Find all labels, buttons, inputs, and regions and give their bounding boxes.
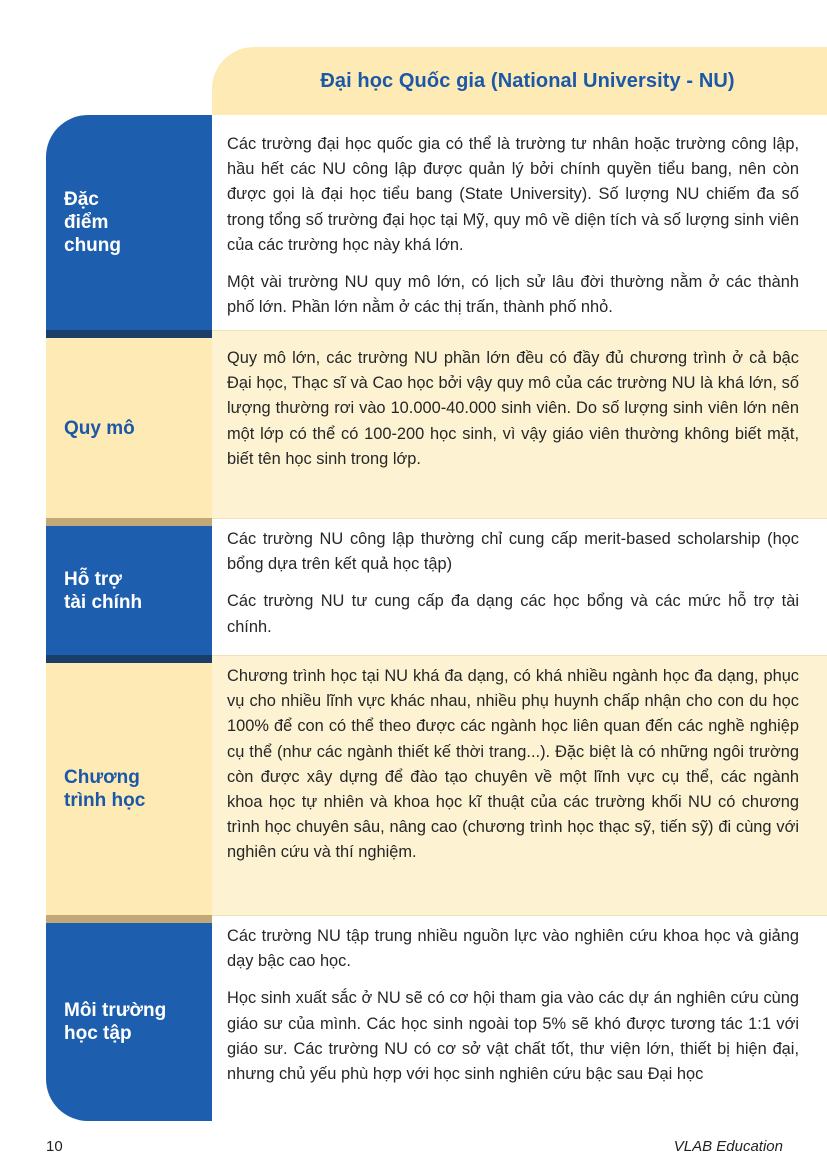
row-label-line: chung [64, 235, 121, 256]
row-label-dac-diem-chung [46, 115, 212, 330]
row-label-chuong-trinh-hoc [46, 663, 212, 915]
row-label-line: Môi trường [64, 1000, 167, 1021]
row-content-ho-tro-tai-chinh [212, 519, 827, 655]
row-separator [46, 330, 212, 338]
page-title: Đại học Quốc gia (National University - NU) [320, 69, 735, 92]
row-label-line: Hỗ trợ [64, 568, 122, 590]
row-label-moi-truong-hoc-tap [46, 923, 212, 1121]
row-label-quy-mo [46, 338, 212, 518]
row-content-quy-mo [212, 331, 827, 518]
paragraph: Một vài trường NU quy mô lớn, có lịch sử lâu đời thường nằm ở các thành phố lớn. Phần lớn nằm ở các thị trấn, thành phố nhỏ. [227, 273, 799, 317]
row-separator [46, 518, 212, 526]
brand-name: VLAB Education [673, 1138, 783, 1155]
row-content-dac-diem-chung [212, 115, 827, 330]
row-label-line: Đặc [64, 189, 99, 210]
row-label-line: Quy mô [64, 417, 135, 439]
row-separator [46, 655, 212, 663]
row-label-line: trình học [64, 790, 146, 811]
row-label-ho-tro-tai-chinh [46, 526, 212, 655]
page-number: 10 [46, 1138, 63, 1155]
paragraph: Chương trình học tại NU khá đa dạng, có khá nhiều ngành học đa dạng, phục vụ cho nhiều lĩnh vực khác nhau, nhiều phụ huynh chấp nhận cho con du học 100% để con có thể theo được các ngành học liên quan đến các nghề nghiệp cụ thể (như các ngành thiết kế thời trang...). Đặc biệt là có những ngôi trường còn được xây dựng để đào tạo chuyên về một lĩnh vực cụ thể, các ngành khoa học tự nhiên và khoa học kĩ thuật của các trường khối NU có chương trình học chuyên sâu, nâng cao (chương trình học thạc sỹ, tiến sỹ) đi cùng với nghiên cứu và thí nghiệm. [227, 667, 799, 862]
row-content-chuong-trinh-hoc [212, 656, 827, 915]
row-label-line: học tập [64, 1023, 132, 1044]
table-header [212, 47, 827, 115]
paragraph: Quy mô lớn, các trường NU phần lớn đều có đầy đủ chương trình ở cả bậc Đại học, Thạc sĩ và Cao học bởi vậy quy mô của các trường NU là khá lớn, số lượng thường rơi vào 10.000-40.000 sinh viên. Do số lượng sinh viên lớn nên một lớp có thể có 100-200 học sinh, vì vậy giáo viên thường không biết mặt, biết tên học sinh trong lớp. [227, 349, 799, 468]
paragraph: Các trường NU tư cung cấp đa dạng các học bổng và các mức hỗ trợ tài chính. [227, 592, 799, 636]
paragraph: Học sinh xuất sắc ở NU sẽ có cơ hội tham gia vào các dự án nghiên cứu cùng giáo sư của mình. Các học sinh ngoài top 5% sẽ khó được tương tác 1:1 với giáo sư. Các trường NU có cơ sở vật chất tốt, thư viện lớn, thiết bị hiện đại, nhưng chủ yếu phù hợp với học sinh nghiên cứu bậc sau Đại học [227, 989, 799, 1084]
row-label-line: điểm [64, 212, 109, 233]
row-content-moi-truong-hoc-tap [212, 916, 827, 1121]
paragraph: Các trường đại học quốc gia có thể là trường tư nhân hoặc trường công lập, hầu hết các NU công lập được quản lý bởi chính quyền tiểu bang, nên còn được gọi là đại học tiểu bang (State University). Số lượng NU chiếm đa số trong tổng số trường đại học tại Mỹ, quy mô về diện tích và số lượng sinh viên của các trường học này khá lớn. [227, 135, 799, 254]
row-label-line: Chương [64, 767, 140, 788]
paragraph: Các trường NU tập trung nhiều nguồn lực vào nghiên cứu khoa học và giảng dạy bậc cao học. [227, 927, 799, 971]
row-separator [46, 915, 212, 923]
paragraph: Các trường NU công lập thường chỉ cung cấp merit-based scholarship (học bổng dựa trên kết quả học tập) [227, 530, 799, 574]
row-label-line: tài chính [64, 591, 143, 613]
